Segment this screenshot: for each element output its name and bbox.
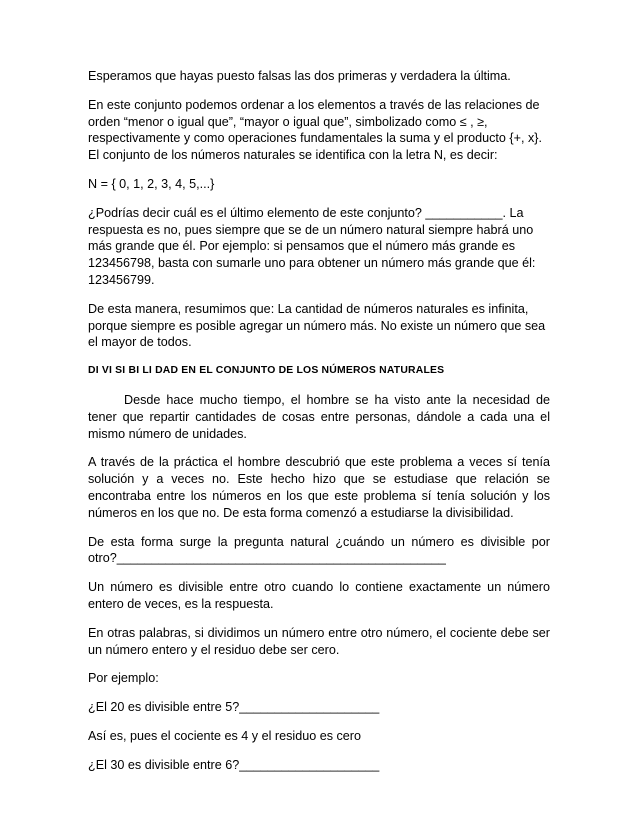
paragraph-definition: Un número es divisible entre otro cuando lo contiene exactamente un número entero de veces, es la respuesta.	[88, 580, 550, 611]
paragraph-last-element-question	[88, 205, 550, 289]
text-line: porque siempre es posible agregar un número más. No existe un número que sea	[88, 318, 546, 333]
paragraph-order-relations	[88, 97, 550, 164]
question-20-divisible-5: ¿El 20 es divisible entre 5?____________________	[88, 700, 380, 715]
text-line: orden “menor o igual que”, “mayor o igual que”, simbolizado como ≤ , ≥,	[88, 114, 488, 129]
text-line: ¿Podrías decir cuál es el último elemento de este conjunto? ___________. La	[88, 205, 524, 220]
paragraph-example-label: Por ejemplo:	[88, 671, 159, 686]
text-line: más grande que él. Por ejemplo: si pensamos que el número más grande es	[88, 239, 516, 254]
question-30-divisible-6: ¿El 30 es divisible entre 6?____________________	[88, 757, 380, 772]
text-line: el mayor de todos.	[88, 335, 192, 350]
text-line: respectivamente y como operaciones fundamentales la suma y el producto {+, x}.	[88, 131, 542, 146]
text-line: De esta manera, resumimos que: La cantidad de números naturales es infinita,	[88, 301, 529, 316]
paragraph-infinite-summary	[88, 301, 550, 351]
paragraph-history: Desde hace mucho tiempo, el hombre se ha visto ante la necesidad de tener que repartir cantidades de cosas entre personas, dándole a cada una el mismo número de unidades.	[88, 392, 550, 441]
text-line: 123456799.	[88, 272, 155, 287]
text-line: En este conjunto podemos ordenar a los elementos a través de las relaciones de	[88, 97, 540, 112]
text-line: El conjunto de los números naturales se identifica con la letra N, es decir:	[88, 148, 498, 163]
document-page	[88, 68, 550, 786]
natural-numbers-set: N = { 0, 1, 2, 3, 4, 5,...}	[88, 176, 215, 191]
text-line: 123456798, basta con sumarle uno para obtener un número más grande que él:	[88, 256, 536, 271]
paragraph-answer-intro: Esperamos que hayas puesto falsas las dos primeras y verdadera la última.	[88, 69, 511, 83]
paragraph-other-words: En otras palabras, si dividimos un número entre otro número, el cociente debe ser un número entero y el residuo debe ser cero.	[88, 625, 550, 657]
answer-20-divisible-5: Así es, pues el cociente es 4 y el residuo es cero	[88, 728, 362, 743]
section-heading-divisibility: DI VI SI BI LI DAD EN EL CONJUNTO DE LOS NÚMEROS NATURALES	[88, 365, 445, 377]
paragraph-natural-question	[88, 534, 550, 568]
text-line: otro?_______________________________________________	[88, 551, 446, 566]
text-line: respuesta es no, pues siempre que se de un número natural siempre habrá uno	[88, 222, 534, 237]
paragraph-practice: A través de la práctica el hombre descubrió que este problema a veces sí tenía solución y a veces no. Este hecho hizo que se estudiase que relación se encontraba entre los números en los que este problema sí tenía solución y los números en los que no. De esta forma comenzó a estudiarse la divisibilidad.	[88, 455, 550, 520]
text-line: De esta forma surge la pregunta natural ¿cuándo un número es divisible por	[88, 534, 550, 549]
